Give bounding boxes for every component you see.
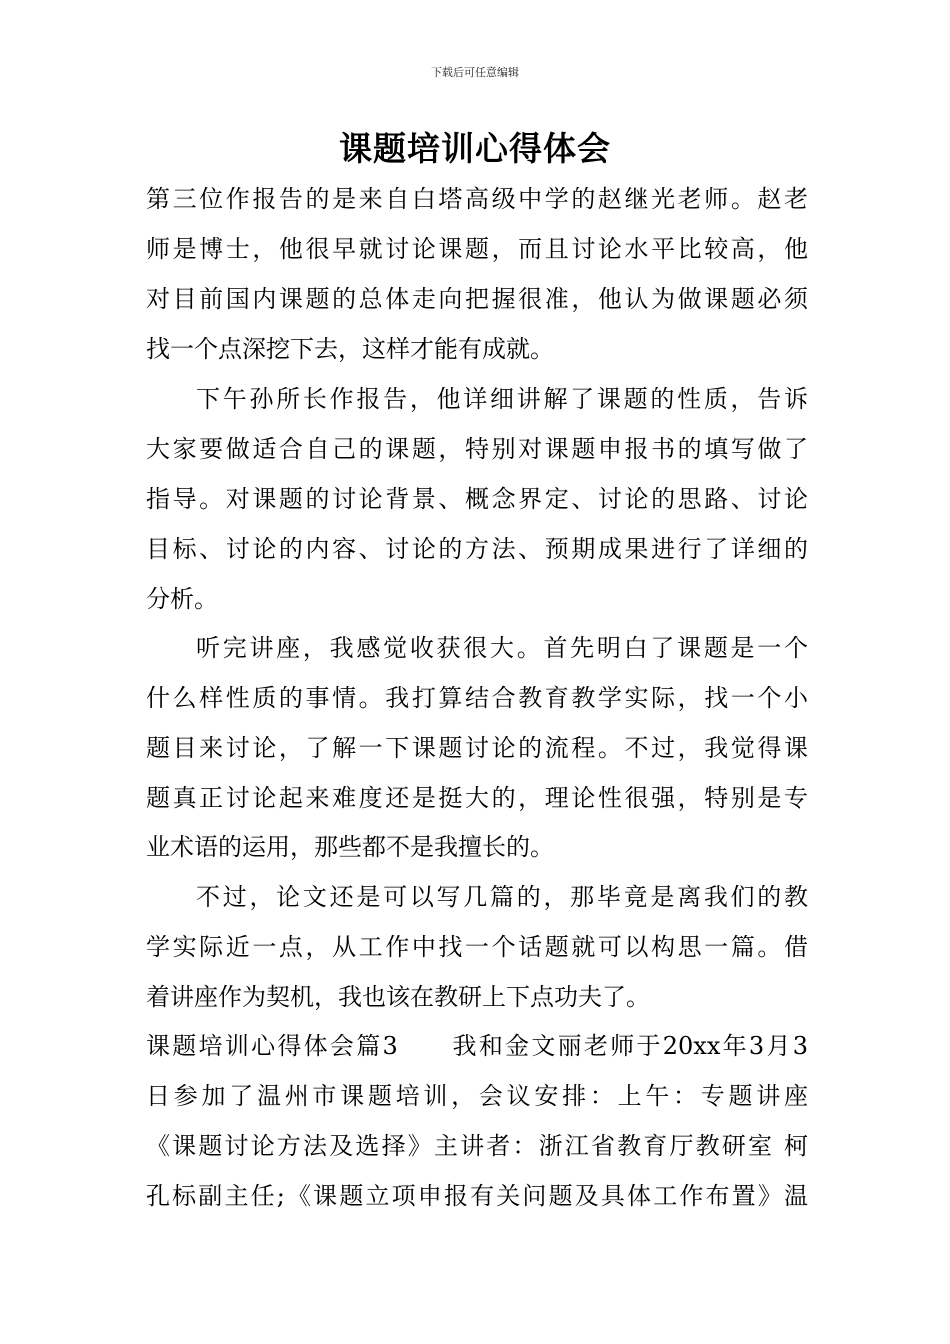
text-line: 什么样性质的事情。我打算结合教育教学实际，找一个小 (146, 684, 808, 712)
text-line: 业术语的运用，那些都不是我擅长的。 (146, 833, 554, 861)
text-line: 师是博士，他很早就讨论课题，而且讨论水平比较高，他 (146, 235, 808, 263)
text-line: 《课题讨论方法及选择》主讲者：浙江省教育厅教研室 柯 (146, 1132, 808, 1160)
text-line: 孔标副主任;《课题立项申报有关问题及具体工作布置》温 (146, 1182, 808, 1210)
text-line: 着讲座作为契机，我也该在教研上下点功夫了。 (146, 983, 650, 1011)
text-line: 找一个点深挖下去，这样才能有成就。 (146, 335, 554, 363)
text-line: 听完讲座，我感觉收获很大。首先明白了课题是一个 (196, 634, 808, 662)
text-line: 对目前国内课题的总体走向把握很准，他认为做课题必须 (146, 285, 808, 313)
text-line: 题真正讨论起来难度还是挺大的，理论性很强，特别是专 (146, 784, 808, 812)
text-line: 学实际近一点，从工作中找一个话题就可以构思一篇。借 (146, 933, 808, 961)
text-line: 不过，论文还是可以写几篇的，那毕竟是离我们的教 (196, 883, 808, 911)
text-line: 大家要做适合自己的课题，特别对课题申报书的填写做了 (146, 435, 808, 463)
document-title: 课题培训心得体会 (339, 129, 611, 168)
text-line: 题目来讨论，了解一下课题讨论的流程。不过，我觉得课 (146, 734, 808, 762)
header-note: 下载后可任意编辑 (431, 66, 519, 79)
text-line: 下午孙所长作报告，他详细讲解了课题的性质，告诉 (196, 385, 808, 413)
text-line: 分析。 (146, 585, 218, 613)
text-line: 日参加了温州市课题培训，会议安排：上午：专题讲座 (146, 1082, 808, 1110)
text-line: 指导。对课题的讨论背景、概念界定、讨论的思路、讨论 (146, 485, 808, 513)
text-line: 第三位作报告的是来自白塔高级中学的赵继光老师。赵老 (146, 185, 808, 213)
text-line: 目标、讨论的内容、讨论的方法、预期成果进行了详细的 (146, 535, 808, 563)
text-line: 课题培训心得体会篇3 我和金文丽老师于20xx年3月3 (146, 1032, 808, 1060)
